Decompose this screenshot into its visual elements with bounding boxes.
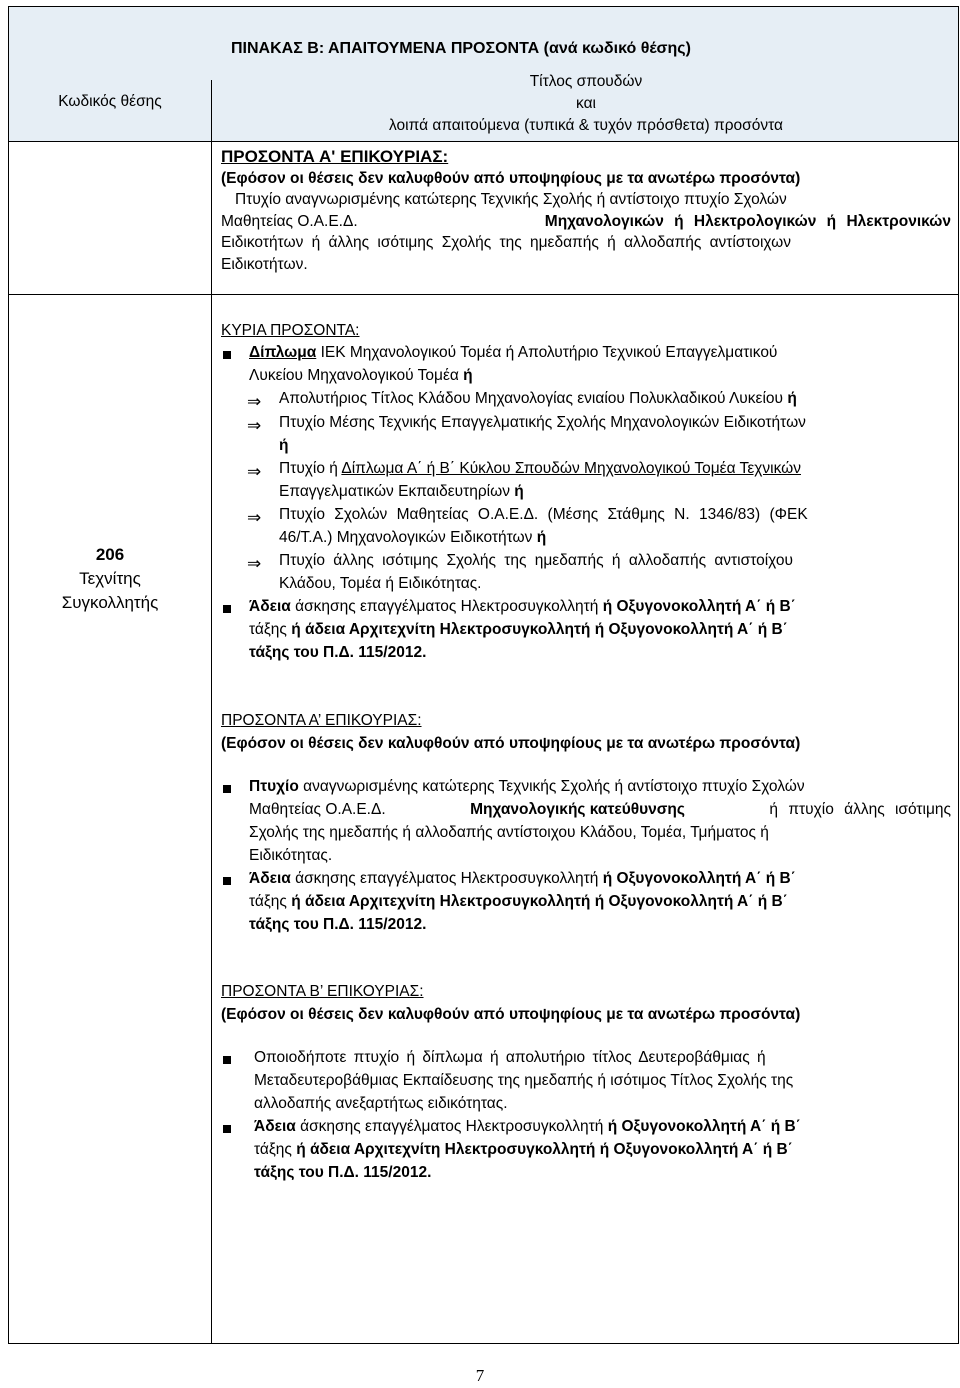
- sec-a-b1-line1: [249, 778, 805, 796]
- sec-a-title: ΠΡΟΣΟΝΤΑ Α’ ΕΠΙΚΟΥΡΙΑΣ:: [221, 712, 422, 729]
- column-divider: [211, 80, 212, 1343]
- main-a1-text: Απολυτήριος Τίτλος Κλάδου Μηχανολογίας ενιαίου Πολυκλαδικού Λυκείου: [279, 390, 783, 407]
- main-b2-line2a: τάξης: [249, 621, 287, 638]
- row1-note: (Εφόσον οι θέσεις δεν καλυφθούν από υποψηφίους με τα ανωτέρω προσόντα): [221, 169, 801, 187]
- main-b1-text: ΙΕΚ Μηχανολογικού Τομέα ή Απολυτήριο Τεχνικού Επαγγελματικού: [320, 344, 778, 361]
- main-a1-or: ή: [787, 390, 797, 407]
- row1-line4: Ειδικοτήτων.: [221, 255, 308, 273]
- sec-a-b2-line2: [249, 893, 788, 911]
- col-header-code: [9, 93, 211, 111]
- sec-b-b2-line1b: ή Οξυγονοκολλητή Α΄ ή Β΄: [607, 1118, 801, 1135]
- row1-line1: Πτυχίο αναγνωρισμένης κατώτερης Τεχνικής Σχολής ή αντίστοιχο πτυχίο Σχολών: [235, 191, 787, 208]
- sec-a-b1-line2b: Μηχανολογικής κατεύθυνσης: [470, 801, 685, 818]
- sec-b-b1-line2: Μεταδευτεροβάθμιας Εκπαίδευσης της ημεδαπής ή ισότιμος Τίτλος Σχολής της: [254, 1072, 794, 1089]
- main-b1-bold: Δίπλωμα: [249, 344, 317, 361]
- main-a3-line1b: Δίπλωμα Α΄ ή Β΄ Κύκλου Σπουδών Μηχανολογικού Τομέα Τεχνικών: [341, 460, 801, 477]
- sec-a-b2-line1a: άσκησης επαγγέλματος Ηλεκτροσυγκολλητή: [295, 870, 599, 887]
- position-code-cell: [9, 543, 211, 615]
- main-b1-line2b: ή: [463, 367, 473, 384]
- sec-b-title: ΠΡΟΣΟΝΤΑ Β’ ΕΠΙΚΟΥΡΙΑΣ:: [221, 983, 424, 1000]
- main-b2-bold: Άδεια: [249, 598, 291, 615]
- main-b2-line1a: άσκησης επαγγέλματος Ηλεκτροσυγκολλητή: [295, 598, 599, 615]
- sec-b-b2-line2a: τάξης: [254, 1141, 292, 1158]
- square-bullet-icon: [223, 877, 231, 885]
- main-a4-line2b: ή: [536, 529, 547, 546]
- row-divider: [9, 294, 958, 295]
- sec-a-b1-line3: Σχολής της ημεδαπής ή αλλοδαπής αντίστοιχου Κλάδου, Τομέα, Τμήματος ή: [249, 824, 769, 841]
- main-a3-line2: [279, 483, 524, 501]
- double-arrow-icon: ⇒: [247, 462, 262, 482]
- main-b1-line1: [249, 344, 951, 362]
- main-a2-line2: ή: [279, 437, 289, 454]
- main-a5-line1: Πτυχίο άλλης ισότιμης Σχολής της ημεδαπής ή αλλοδαπής αντιστοίχου: [279, 552, 793, 569]
- main-a3-line2a: Επαγγελματικών Εκπαιδευτηρίων: [279, 483, 510, 500]
- col-header-title-l2: και: [576, 95, 596, 112]
- sec-a-b1-text: αναγνωρισμένης κατώτερης Τεχνικής Σχολής ή αντίστοιχο πτυχίο Σχολών: [303, 778, 805, 795]
- sec-b-b2-line3: τάξης του Π.Δ. 115/2012.: [254, 1164, 432, 1181]
- sec-a-note: (Εφόσον οι θέσεις δεν καλυφθούν από υποψηφίους με τα ανωτέρω προσόντα): [221, 735, 801, 752]
- main-b2-line1: [249, 598, 796, 616]
- row1-line2b: Μηχανολογικών ή Ηλεκτρολογικών ή Ηλεκτρονικών: [544, 212, 951, 230]
- sec-a-b2-line1: [249, 870, 796, 888]
- header-divider: [9, 141, 958, 142]
- double-arrow-icon: ⇒: [247, 392, 262, 412]
- square-bullet-icon: [223, 1056, 231, 1064]
- main-a4-line1: Πτυχίο Σχολών Μαθητείας Ο.Α.Ε.Δ. (Μέσης Στάθμης Ν. 1346/83) (ΦΕΚ: [279, 506, 808, 523]
- row1-line2a: Μαθητείας Ο.Α.Ε.Δ.: [221, 212, 358, 230]
- col-header-title: [212, 71, 960, 137]
- square-bullet-icon: [223, 351, 231, 359]
- sec-b-b2-line2: [254, 1141, 793, 1159]
- main-a3-line2b: ή: [514, 483, 524, 500]
- main-b2-line2b: ή άδεια Αρχιτεχνίτη Ηλεκτροσυγκολλητή ή Οξυγονοκολλητή Α΄ ή Β΄: [291, 621, 788, 638]
- sec-a-b2-bold: Άδεια: [249, 870, 291, 887]
- main-qualifications: [221, 320, 953, 343]
- main-b2-line2: [249, 621, 788, 639]
- row1-content: [221, 146, 951, 275]
- sec-b-b2-bold: Άδεια: [254, 1118, 296, 1135]
- main-a5-line2: Κλάδου, Τομέα ή Ειδικότητας.: [279, 575, 482, 592]
- table-title: ΠΙΝΑΚΑΣ Β: ΑΠΑΙΤΟΥΜΕΝΑ ΠΡΟΣΟΝΤΑ (ανά κωδικό θέσης): [231, 40, 691, 57]
- row1-title: ΠΡΟΣΟΝΤΑ Α' ΕΠΙΚΟΥΡΙΑΣ:: [221, 147, 449, 166]
- col-header-title-l3: λοιπά απαιτούμενα (τυπικά & τυχόν πρόσθετα) προσόντα: [389, 117, 783, 134]
- requirements-table: [8, 6, 959, 1344]
- sec-a-b1-line2a: Μαθητείας Ο.Α.Ε.Δ.: [249, 801, 386, 818]
- sec-b-b2-line2b: ή άδεια Αρχιτεχνίτη Ηλεκτροσυγκολλητή ή Οξυγονοκολλητή Α΄ ή Β΄: [296, 1141, 793, 1158]
- main-a4-line2a: 46/Τ.Α.) Μηχανολογικών Ειδικοτήτων: [279, 529, 533, 546]
- main-a4-line2: [279, 529, 546, 547]
- square-bullet-icon: [223, 605, 231, 613]
- sec-b-b2-line1: [254, 1118, 801, 1136]
- double-arrow-icon: ⇒: [247, 554, 262, 574]
- square-bullet-icon: [223, 1125, 231, 1133]
- row1-line2: [221, 211, 951, 233]
- main-b2-line1b: ή Οξυγονοκολλητή Α΄ ή Β΄: [602, 598, 796, 615]
- col-header-title-l1: Τίτλος σπουδών: [529, 73, 643, 90]
- main-a3-line1: [279, 460, 951, 478]
- sec-a-b1-line2: [249, 801, 951, 819]
- main-b1-line2: [249, 367, 473, 385]
- col-header-code-label: Κωδικός θέσης: [58, 93, 162, 110]
- main-title: ΚΥΡΙΑ ΠΡΟΣΟΝΤΑ:: [221, 322, 360, 339]
- sec-a-b1-bold: Πτυχίο: [249, 778, 299, 795]
- sec-a-b1-line4: Ειδικότητας.: [249, 847, 333, 864]
- sec-b-b2-line1a: άσκησης επαγγέλματος Ηλεκτροσυγκολλητή: [300, 1118, 604, 1135]
- sec-a-b2-line1b: ή Οξυγονοκολλητή Α΄ ή Β΄: [602, 870, 796, 887]
- row1-line3: Ειδικοτήτων ή άλλης ισότιμης Σχολής της ημεδαπής ή αλλοδαπής αντίστοιχων: [221, 234, 791, 251]
- sec-a-b2-line2b: ή άδεια Αρχιτεχνίτη Ηλεκτροσυγκολλητή ή Οξυγονοκολλητή Α΄ ή Β΄: [291, 893, 788, 910]
- position-name-l1: Τεχνίτης: [79, 569, 141, 588]
- position-code: 206: [95, 545, 125, 564]
- main-a3-line1a: Πτυχίο ή: [279, 460, 338, 477]
- sec-b-b1-line3: αλλοδαπής ανεξαρτήτως ειδικότητας.: [254, 1095, 508, 1112]
- double-arrow-icon: ⇒: [247, 508, 262, 528]
- page-number: 7: [475, 1366, 485, 1385]
- square-bullet-icon: [223, 785, 231, 793]
- main-b2-line3: τάξης του Π.Δ. 115/2012.: [249, 644, 427, 661]
- sec-b-note: (Εφόσον οι θέσεις δεν καλυφθούν από υποψηφίους με τα ανωτέρω προσόντα): [221, 1006, 801, 1023]
- double-arrow-icon: ⇒: [247, 416, 262, 436]
- sec-a-b2-line3: τάξης του Π.Δ. 115/2012.: [249, 916, 427, 933]
- sec-a-b1-line2c: ή πτυχίο άλλης ισότιμης: [769, 801, 951, 818]
- main-a2-line1: Πτυχίο Μέσης Τεχνικής Επαγγελματικής Σχολής Μηχανολογικών Ειδικοτήτων: [279, 414, 806, 431]
- sec-a-b2-line2a: τάξης: [249, 893, 287, 910]
- main-b1-line2a: Λυκείου Μηχανολογικού Τομέα: [249, 367, 459, 384]
- main-a1: [279, 390, 797, 408]
- sec-b-b1-line1: Οποιοδήποτε πτυχίο ή δίπλωμα ή απολυτήριο τίτλος Δευτεροβάθμιας ή: [254, 1049, 766, 1066]
- position-name-l2: Συγκολλητής: [61, 593, 159, 612]
